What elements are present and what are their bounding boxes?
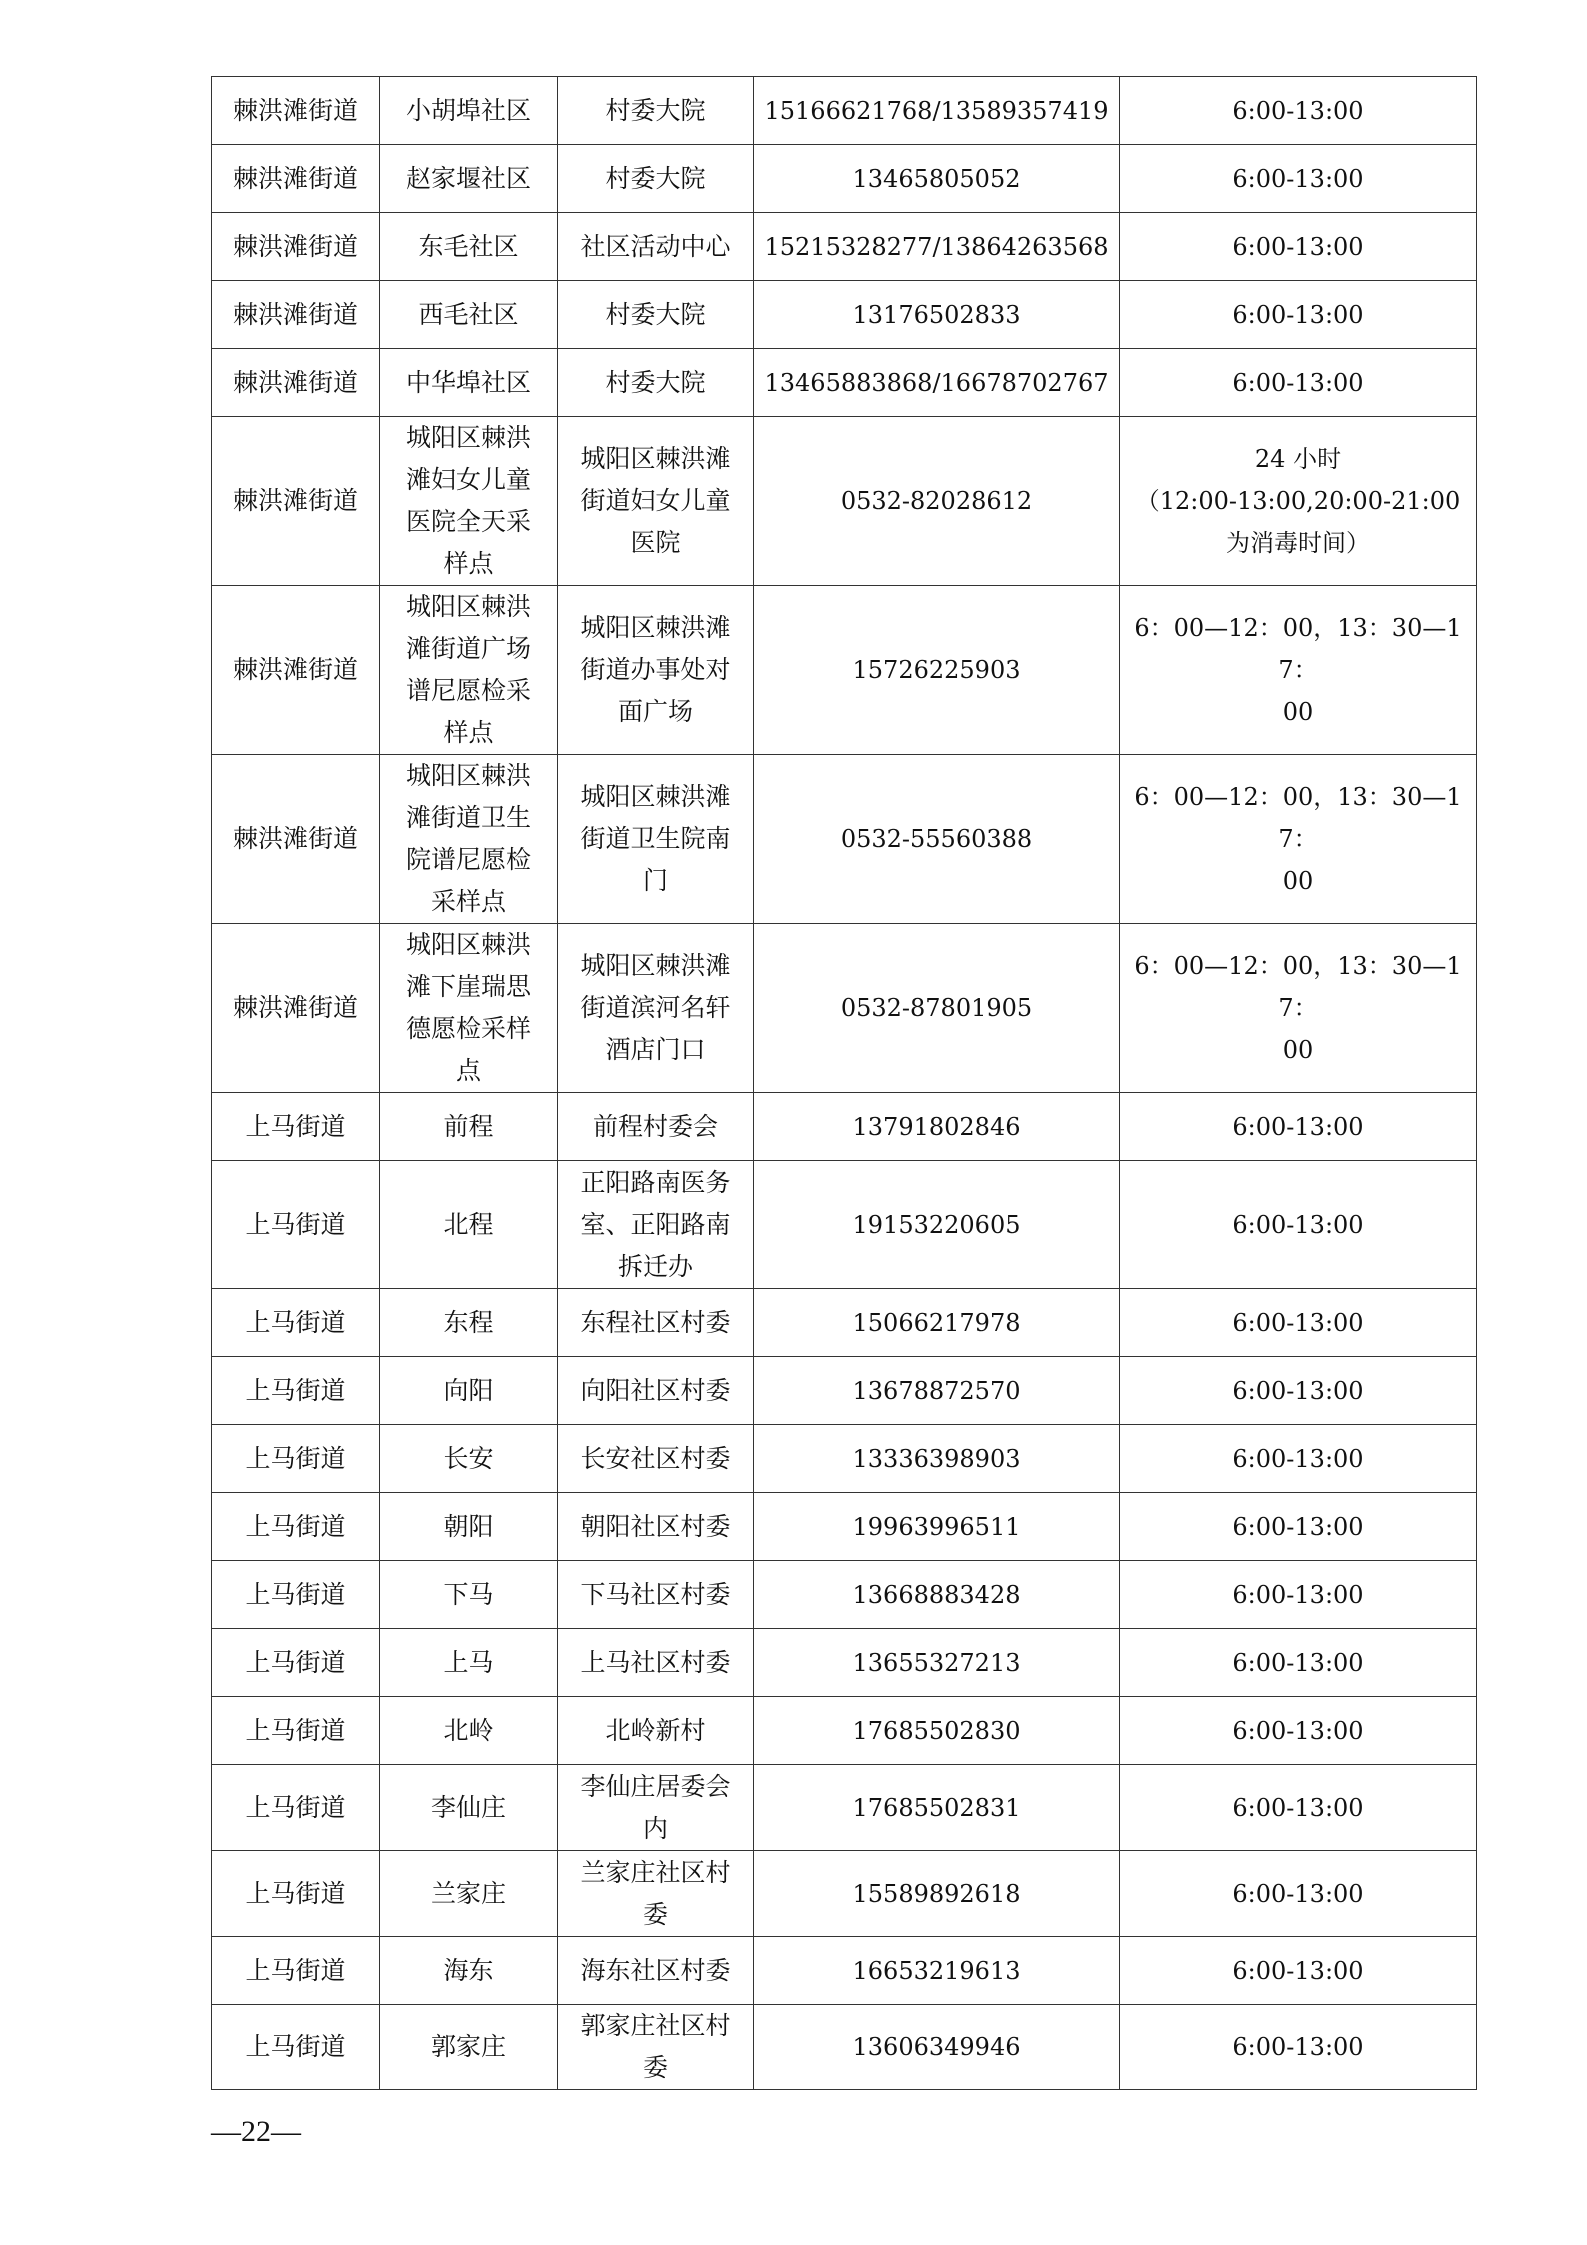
street-cell: 上马街道: [212, 1851, 380, 1937]
phone-cell: 17685502831: [754, 1765, 1120, 1851]
hours-cell: 6:00-13:00: [1120, 1493, 1477, 1561]
location-cell: 社区活动中心: [558, 213, 754, 281]
table-row: [212, 1697, 1477, 1765]
location-cell: 正阳路南医务 室、正阳路南 拆迁办: [558, 1161, 754, 1289]
phone-cell: 13336398903: [754, 1425, 1120, 1493]
street-cell: 棘洪滩街道: [212, 77, 380, 145]
location-cell: 城阳区棘洪滩 街道滨河名轩 酒店门口: [558, 924, 754, 1093]
community-cell: 东程: [380, 1289, 558, 1357]
street-cell: 上马街道: [212, 1289, 380, 1357]
community-cell: 城阳区棘洪 滩街道广场 谱尼愿检采 样点: [380, 586, 558, 755]
hours-cell: 6:00-13:00: [1120, 1629, 1477, 1697]
location-cell: 李仙庄居委会 内: [558, 1765, 754, 1851]
location-cell: 兰家庄社区村 委: [558, 1851, 754, 1937]
street-cell: 上马街道: [212, 1629, 380, 1697]
hours-cell: 6:00-13:00: [1120, 281, 1477, 349]
street-cell: 上马街道: [212, 1937, 380, 2005]
location-cell: 北岭新村: [558, 1697, 754, 1765]
table-row: [212, 2005, 1477, 2090]
phone-cell: 19963996511: [754, 1493, 1120, 1561]
hours-cell: 6:00-13:00: [1120, 145, 1477, 213]
hours-cell: 6：00—12：00，13：30—17： 00: [1120, 924, 1477, 1093]
phone-cell: 15589892618: [754, 1851, 1120, 1937]
street-cell: 上马街道: [212, 1561, 380, 1629]
page-number: —22—: [211, 2115, 301, 2148]
table-row: [212, 1357, 1477, 1425]
community-cell: 城阳区棘洪 滩妇女儿童 医院全天采 样点: [380, 417, 558, 586]
street-cell: 上马街道: [212, 1765, 380, 1851]
table-row: [212, 1851, 1477, 1937]
phone-cell: 15066217978: [754, 1289, 1120, 1357]
table-row: [212, 213, 1477, 281]
location-cell: 向阳社区村委: [558, 1357, 754, 1425]
phone-cell: 13465883868/16678702767: [754, 349, 1120, 417]
location-cell: 村委大院: [558, 349, 754, 417]
phone-cell: 13465805052: [754, 145, 1120, 213]
hours-cell: 6:00-13:00: [1120, 1425, 1477, 1493]
phone-cell: 19153220605: [754, 1161, 1120, 1289]
community-cell: 长安: [380, 1425, 558, 1493]
phone-cell: 16653219613: [754, 1937, 1120, 2005]
phone-cell: 13655327213: [754, 1629, 1120, 1697]
street-cell: 棘洪滩街道: [212, 349, 380, 417]
hours-cell: 6:00-13:00: [1120, 1765, 1477, 1851]
phone-cell: 13176502833: [754, 281, 1120, 349]
street-cell: 棘洪滩街道: [212, 924, 380, 1093]
phone-cell: 15166621768/13589357419: [754, 77, 1120, 145]
hours-cell: 6:00-13:00: [1120, 1851, 1477, 1937]
phone-cell: 15215328277/13864263568: [754, 213, 1120, 281]
hours-cell: 6:00-13:00: [1120, 1161, 1477, 1289]
table-row: [212, 145, 1477, 213]
hours-cell: 6:00-13:00: [1120, 1697, 1477, 1765]
hours-cell: 6:00-13:00: [1120, 213, 1477, 281]
street-cell: 上马街道: [212, 1697, 380, 1765]
table-row: [212, 1289, 1477, 1357]
community-cell: 兰家庄: [380, 1851, 558, 1937]
hours-cell: 6：00—12：00，13：30—17： 00: [1120, 586, 1477, 755]
location-cell: 海东社区村委: [558, 1937, 754, 2005]
location-cell: 东程社区村委: [558, 1289, 754, 1357]
table-row: [212, 1493, 1477, 1561]
community-cell: 前程: [380, 1093, 558, 1161]
community-cell: 城阳区棘洪 滩街道卫生 院谱尼愿检 采样点: [380, 755, 558, 924]
community-cell: 城阳区棘洪 滩下崖瑞思 德愿检采样 点: [380, 924, 558, 1093]
community-cell: 东毛社区: [380, 213, 558, 281]
table-row: [212, 1937, 1477, 2005]
location-cell: 长安社区村委: [558, 1425, 754, 1493]
table-row: [212, 349, 1477, 417]
community-cell: 小胡埠社区: [380, 77, 558, 145]
phone-cell: 0532-55560388: [754, 755, 1120, 924]
location-cell: 下马社区村委: [558, 1561, 754, 1629]
location-cell: 村委大院: [558, 77, 754, 145]
table-row: [212, 1765, 1477, 1851]
phone-cell: 0532-87801905: [754, 924, 1120, 1093]
location-cell: 城阳区棘洪滩 街道办事处对 面广场: [558, 586, 754, 755]
hours-cell: 6:00-13:00: [1120, 349, 1477, 417]
hours-cell: 6:00-13:00: [1120, 1357, 1477, 1425]
community-cell: 朝阳: [380, 1493, 558, 1561]
location-cell: 朝阳社区村委: [558, 1493, 754, 1561]
hours-cell: 6:00-13:00: [1120, 1937, 1477, 2005]
sampling-sites-table: [211, 76, 1477, 2090]
table-body: [212, 77, 1477, 2090]
street-cell: 上马街道: [212, 1493, 380, 1561]
community-cell: 郭家庄: [380, 2005, 558, 2090]
table-row: [212, 417, 1477, 586]
table-row: [212, 586, 1477, 755]
community-cell: 向阳: [380, 1357, 558, 1425]
phone-cell: 13668883428: [754, 1561, 1120, 1629]
table-row: [212, 281, 1477, 349]
phone-cell: 17685502830: [754, 1697, 1120, 1765]
street-cell: 棘洪滩街道: [212, 586, 380, 755]
location-cell: 城阳区棘洪滩 街道妇女儿童 医院: [558, 417, 754, 586]
location-cell: 城阳区棘洪滩 街道卫生院南 门: [558, 755, 754, 924]
community-cell: 北岭: [380, 1697, 558, 1765]
street-cell: 棘洪滩街道: [212, 145, 380, 213]
street-cell: 棘洪滩街道: [212, 281, 380, 349]
community-cell: 西毛社区: [380, 281, 558, 349]
table-row: [212, 924, 1477, 1093]
table-row: [212, 1425, 1477, 1493]
hours-cell: 6:00-13:00: [1120, 77, 1477, 145]
hours-cell: 6:00-13:00: [1120, 2005, 1477, 2090]
community-cell: 李仙庄: [380, 1765, 558, 1851]
table-row: [212, 755, 1477, 924]
community-cell: 北程: [380, 1161, 558, 1289]
street-cell: 上马街道: [212, 1357, 380, 1425]
hours-cell: 6：00—12：00，13：30—17： 00: [1120, 755, 1477, 924]
phone-cell: 13678872570: [754, 1357, 1120, 1425]
location-cell: 村委大院: [558, 281, 754, 349]
table-row: [212, 1093, 1477, 1161]
table-row: [212, 1561, 1477, 1629]
community-cell: 中华埠社区: [380, 349, 558, 417]
street-cell: 上马街道: [212, 2005, 380, 2090]
community-cell: 海东: [380, 1937, 558, 2005]
street-cell: 棘洪滩街道: [212, 755, 380, 924]
community-cell: 上马: [380, 1629, 558, 1697]
phone-cell: 15726225903: [754, 586, 1120, 755]
hours-cell: 6:00-13:00: [1120, 1093, 1477, 1161]
table-row: [212, 1161, 1477, 1289]
phone-cell: 13606349946: [754, 2005, 1120, 2090]
phone-cell: 0532-82028612: [754, 417, 1120, 586]
hours-cell: 6:00-13:00: [1120, 1289, 1477, 1357]
community-cell: 赵家堰社区: [380, 145, 558, 213]
location-cell: 上马社区村委: [558, 1629, 754, 1697]
hours-cell: 24 小时 （12:00-13:00,20:00-21:00 为消毒时间）: [1120, 417, 1477, 586]
street-cell: 棘洪滩街道: [212, 213, 380, 281]
location-cell: 前程村委会: [558, 1093, 754, 1161]
street-cell: 上马街道: [212, 1093, 380, 1161]
table-row: [212, 1629, 1477, 1697]
location-cell: 郭家庄社区村 委: [558, 2005, 754, 2090]
table-row: [212, 77, 1477, 145]
location-cell: 村委大院: [558, 145, 754, 213]
hours-cell: 6:00-13:00: [1120, 1561, 1477, 1629]
street-cell: 棘洪滩街道: [212, 417, 380, 586]
street-cell: 上马街道: [212, 1425, 380, 1493]
street-cell: 上马街道: [212, 1161, 380, 1289]
community-cell: 下马: [380, 1561, 558, 1629]
phone-cell: 13791802846: [754, 1093, 1120, 1161]
